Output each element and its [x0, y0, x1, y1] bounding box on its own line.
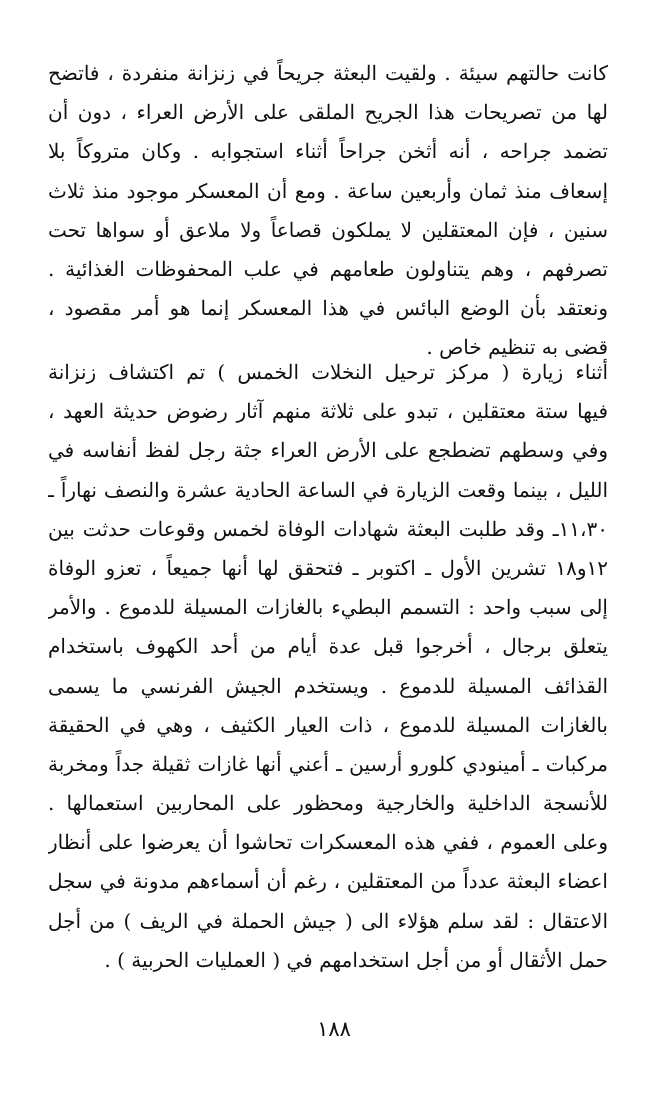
text-line: أثناء زيارة ( مركز ترحيل النخلات الخمس ) تم اكتشاف زنزانة	[48, 360, 608, 384]
text-line: تصرفهم ، وهم يتناولون طعامهم في علب المحفوظات الغذائية .	[48, 256, 608, 281]
text-line: تضمد جراحه ، أنه أثخن جراحاً أثناء استجوابه . وكان متروكاً بلا	[48, 139, 608, 164]
text-line: لها من تصريحات هذا الجريح الملقى على الأرض العراء ، دون أن	[48, 100, 608, 125]
paragraph-1	[48, 54, 608, 368]
text-line: ١١،٣٠ـ وقد طلبت البعثة شهادات الوفاة لخمس وقوعات حدثت بين	[48, 516, 608, 541]
text-line: فيها ستة معتقلين ، تبدو على ثلاثة منهم آثار رضوض حديثة العهد ،	[48, 399, 608, 424]
text-line: بالغازات المسيلة للدموع ، ذات العيار الكثيف ، وهي في الحقيقة	[48, 712, 608, 737]
text-line: الاعتقال : لقد سلم هؤلاء الى ( جيش الحملة في الريف ) من أجل	[48, 908, 608, 933]
text-line: وعلى العموم ، ففي هذه المعسكرات تحاشوا أن يعرضوا على أنظار	[48, 830, 608, 855]
text-line: قضى به تنظيم خاص .	[426, 335, 608, 360]
text-line: إسعاف منذ ثمان وأربعين ساعة . ومع أن المعسكر موجود منذ ثلاث	[48, 178, 608, 203]
text-line: للأنسجة الداخلية والخارجية ومحظور على المحاربين استعمالها .	[48, 791, 608, 816]
text-line: ١٢و١٨ تشرين الأول ـ اكتوبر ـ فتحقق لها أنها جميعاً ، تعزو الوفاة	[48, 555, 608, 580]
page-number: ١٨٨	[317, 1017, 351, 1041]
text-line: إلى سبب واحد : التسمم البطيء بالغازات المسيلة للدموع . والأمر	[48, 595, 608, 620]
text-line: القذائف المسيلة للدموع . ويستخدم الجيش الفرنسي ما يسمى	[48, 673, 608, 698]
text-line: اعضاء البعثة عدداً من المعتقلين ، رغم أن أسماءهم مدونة في سجل	[48, 869, 608, 894]
text-line: سنين ، فإن المعتقلين لا يملكون قصاعاً ولا ملاعق أو سواها تحت	[48, 217, 608, 242]
text-line: كانت حالتهم سيئة . ولقيت البعثة جريحاً في زنزانة منفردة ، فاتضح	[48, 61, 608, 85]
text-line: ونعتقد بأن الوضع البائس في هذا المعسكر إنما هو أمر مقصود ،	[48, 296, 608, 321]
text-line: يتعلق برجال ، أخرجوا قبل عدة أيام من أحد الكهوف باستخدام	[48, 634, 608, 659]
text-line: مركبات ـ أمينودي كلورو أرسين ـ أعني أنها غازات ثقيلة جداً ومخربة	[48, 751, 608, 776]
text-line: الليل ، بينما وقعت الزيارة في الساعة الحادية عشرة والنصف نهاراً ـ	[48, 477, 608, 502]
paragraph-2	[48, 353, 608, 980]
text-line: وفي وسطهم تضطجع على الأرض العراء جثة رجل لفظ أنفاسه في	[48, 438, 608, 463]
text-line: حمل الأثقال أو من أجل استخدامهم في ( العمليات الحربية ) .	[104, 947, 608, 972]
